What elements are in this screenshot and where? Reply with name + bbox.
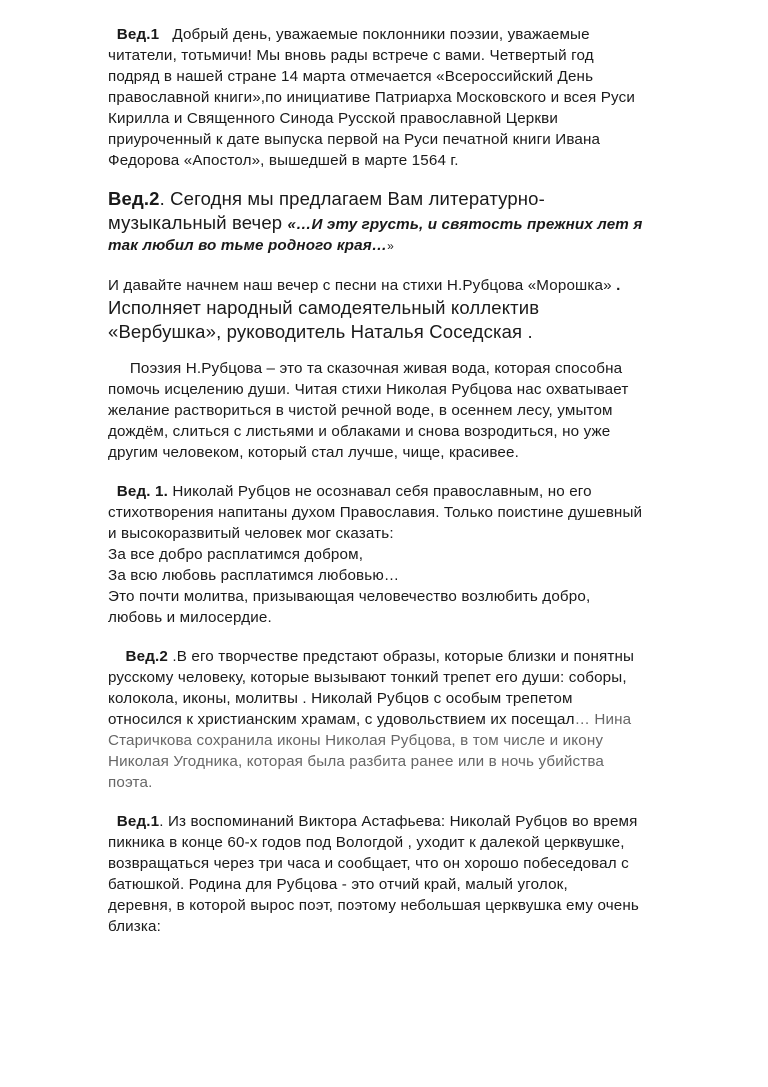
text-line: Николая Угодника, которая была разбита ранее или в ночь убийства [108, 753, 604, 770]
text-line: музыкальный вечер [108, 212, 288, 233]
speaker-label: Вед.2 [125, 648, 168, 665]
speaker-label: Вед. 1. [116, 483, 168, 500]
text-line: Кирилла и Священного Синода Русской православной Церкви [108, 110, 559, 127]
text-line: относился к христианским храмам, с удовольствием их посещал [108, 711, 575, 728]
text-line: помочь исцелению души. Читая стихи Николая Рубцова нас охватывает [108, 381, 629, 398]
quote-text: так любил во тьме родного края… [108, 237, 388, 254]
speaker-label: Вед.2 [108, 188, 160, 209]
text-line: православной книги»,по инициативе Патриарха Московского и всея Руси [108, 89, 635, 106]
text-line: подряд в нашей стране 14 марта отмечается «Всероссийский День [108, 68, 594, 85]
text-line: Исполняет народный самодеятельный коллектив [108, 297, 540, 318]
speaker-label: Вед.1 [116, 26, 160, 43]
quote-end: » [387, 239, 394, 253]
text-line: деревня, в которой вырос поэт, поэтому небольшая церквушка ему очень [108, 897, 639, 914]
text-line: и высокоразвитый человек мог сказать: [108, 525, 394, 542]
text-line: колокола, иконы, молитвы . Николай Рубцов с особым трепетом [108, 690, 573, 707]
text-line: приуроченный к дате выпуска первой на Руси печатной книги Ивана [108, 131, 601, 148]
paragraph-poetry [108, 358, 718, 463]
text-line: «Вербушка», руководитель Наталья Соседская . [108, 321, 533, 342]
poem-line: За всю любовь расплатимся любовью… [108, 567, 400, 584]
text-line: поэта. [108, 774, 153, 791]
text-line: любовь и милосердие. [108, 609, 272, 626]
text-line: . [611, 277, 621, 294]
text-line: Старичкова сохранила иконы Николая Рубцова, в том числе и икону [108, 732, 604, 749]
text-line: желание раствориться в чистой речной воде, в осеннем лесу, умытом [108, 402, 613, 419]
quote-text: «…И эту грусть, и святость прежних лет я [287, 216, 643, 233]
text-line: возвращаться через три часа и сообщает, что он хорошо побеседовал с [108, 855, 629, 872]
paragraph-orthodoxy [108, 481, 718, 628]
paragraph-intro [108, 24, 718, 171]
text-line: батюшкой. Родина для Рубцова - это отчий край, малый уголок, [108, 876, 568, 893]
poem-line: За все добро расплатимся добром, [108, 546, 364, 563]
text-line: близка: [108, 918, 162, 935]
text-line: . Из воспоминаний Виктора Астафьева: Николай Рубцов во время [159, 813, 638, 830]
text-line: И давайте начнем наш вечер с песни на стихи Н.Рубцова «Морошка» [108, 277, 612, 294]
text-line: Это почти молитва, призывающая человечество возлюбить добро, [108, 588, 591, 605]
text-line: Поэзия Н.Рубцова – это та сказочная живая вода, которая способна [129, 360, 623, 377]
text-line: русскому человеку, которые вызывают тонкий трепет его души: соборы, [108, 669, 627, 686]
text-line: стихотворения напитаны духом Православия. Только поистине душевный [108, 504, 643, 521]
text-line: пикника в конце 60-х годов под Вологдой , уходит к далекой церквушке, [108, 834, 625, 851]
text-line: читатели, тотьмичи! Мы вновь рады встрече с вами. Четвертый год [108, 47, 594, 64]
paragraph-images [108, 646, 718, 793]
text-line: Добрый день, уважаемые поклонники поэзии, уважаемые [172, 26, 590, 43]
speaker-label: Вед.1 [116, 813, 160, 830]
text-line: Николай Рубцов не осознавал себя православным, но его [167, 483, 592, 500]
text-line: .В его творчестве предстают образы, которые близки и понятны [167, 648, 635, 665]
text-line: … Нина [574, 711, 632, 728]
text-line: . Сегодня мы предлагаем Вам литературно- [159, 188, 545, 209]
paragraph-astafiev [108, 811, 718, 937]
text-line: дождём, слиться с листьями и облаками и снова возродиться, но уже [108, 423, 611, 440]
text-line: другим человеком, который стал лучше, чище, красивее. [108, 444, 519, 461]
text-line: Федорова «Апостол», вышедшей в марте 1564 г. [108, 152, 459, 169]
paragraph-song [108, 275, 718, 344]
paragraph-evening-title [108, 187, 718, 257]
